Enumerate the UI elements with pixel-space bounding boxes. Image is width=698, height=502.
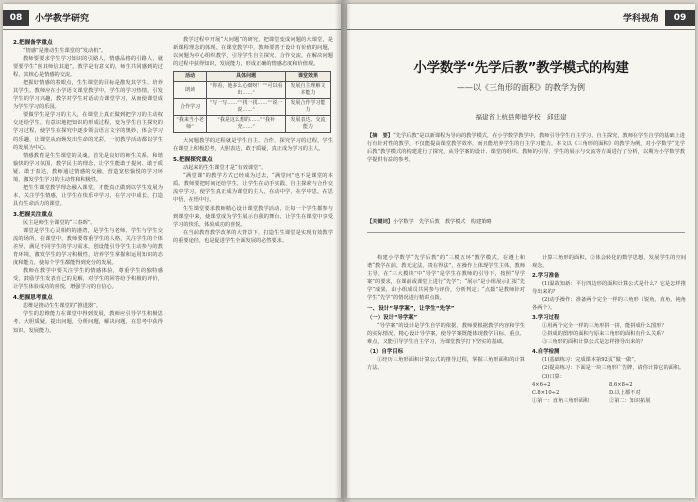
paragraph: 民主是师生全课堂的“三春晖”。 [23,219,96,226]
section-heading: 3.把握关注重点 [13,211,53,218]
paragraph: “满堂课”的教学方式已经成为过去，“满堂问”也不是课堂的本质。教师要把时间还给学生，让学生在动手实践、自主探索与合作交流中学习，使学生真正成为课堂的主人，在动中学，在学中思，在思中悟，在悟中行。 [173,173,333,204]
paragraph: (1)温故知新：平行四边形的面积计算公式是什么？它是怎样推导出来的？ [532,281,686,296]
paragraph: 把生生课堂教学理念融入课堂，才能真正做到以学生发展为本，关注学生情感，让学生在快乐中学习，在学习中成长，打造具有生命活力的课堂。 [13,184,163,207]
table-header-cell: 课堂效果 [286,72,331,82]
section-heading: 2.把握备学重点 [13,40,53,46]
table-header-cell: 活动 [174,72,207,82]
left-header [3,10,341,26]
abstract [367,132,685,164]
table-row [174,82,331,99]
paragraph: 教学过程中开展“大问题”的研究，把课堂变成问题的大课堂，是新课程理念的体现。在课堂教学中，教师要善于设计有价值的问题，以问题为中心组织教学，引导学生自主探究、合作交流，在解决问题的过程中获得知识，发展能力，形成正确的情感态度和价值观。 [173,37,333,68]
paragraph: (2)动手操作：准备两个完全一样的三角形（锐角、直角、钝角各两个）。 [532,297,686,312]
paragraph: 大问题教学的过程就是学生自主、合作、探究学习的过程，学生在课堂上积极思考，大胆表达，敢于质疑，真正成为学习的主人。 [173,138,333,153]
section-heading: 5.把握探究重点 [173,157,213,164]
paragraph: 构建小学数学“先学后教”的“三模五环”教学模式，在遵上和谐“教学在前，教无定法，贵在得法”，在操作上体现学生主体，教师主导，在“三大模块”中“导学”是学生在教师的引导下，按照“导学案”的要求，在课前或课堂上进行“先学”；“展示”是小组展示汇报“先学”成果，由小组成员共同参与评价，分析判定；“点拨”是教师针对学生“先学”的情况进行精讲点拨。 [367,255,525,302]
table-row [174,116,331,133]
table-cell: 发展表达、交流能力 [286,116,331,133]
paragraph: ②拼成的图形的面积与原来三角形的面积有什么关系？ [542,331,667,338]
column-name: 学科视角 [622,14,659,24]
left-column-2 [173,36,333,492]
right-column-2 [532,254,686,492]
paragraph: 教师要要求学生学习知识的引路人，情感品格的引路人，就要要学生“喜其师信其道”。教学是有意义的，师生共同感到的过程，其核心是情感的交流。 [13,56,163,79]
table-cell: “你看，他多么心细呀！”“可以看出……” [207,82,286,99]
article-subtitle: ——以《三角形的面积》的教学为例 [457,83,585,92]
paragraph: 思维是推动生生课堂的“推进器”。 [23,303,101,310]
left-column-1 [13,36,163,492]
calc-item: 4×6÷2 [532,381,551,388]
activity-table [173,71,331,133]
paragraph: ①用两个完全一样的三角形拼一拼，能拼成什么图形？ [542,323,667,330]
table-cell: “我是这么想的……”“我补充……” [207,116,286,133]
paragraph: 在当前教育教学改革的大背景下，打造生生课堂是实现有效教学的重要途径，也是促进学生全面发展的必然要求。 [173,229,333,244]
section-heading: （1）自学目标 [367,349,404,356]
article-author: 福建省上杭县师德学校 邱廷建 [475,113,567,121]
calc-list [532,381,686,405]
section-heading: 2.学习准备 [532,273,560,280]
paragraph: ①经历三角形面积计算公式的推导过程，掌握三角形面积的计算方法。 [367,357,525,372]
calc-item: C.8×10÷2 [532,389,560,396]
paragraph: (1)基础练习：完成课本第92页“做一做”。 [542,357,640,364]
paragraph: 情感教育是生生课堂的灵魂。首先是良好的师生关系，和谐愉快的学习氛围，教学民主的理念，让学生能敢于提问、敢于质疑、敢于表达，教师通过情感的交融，营造宽松愉悦的学习环境，激发学生学习的主动性和积极性。 [13,152,163,183]
header-rule [3,29,341,30]
book-gutter [335,0,351,502]
paragraph: “导学案”的设计是学生自学的依据，教师要根据教学内容和学生的实际情况，精心设计导学案，使导学案既能体现教学目标、重点、难点，又能引导学生自主学习，为课堂教学打下坚实的基础。 [367,323,525,346]
abstract-text: “先学后教”是以新课程为导向的教学模式，在小学数学教学中，教师引导学生自主学习、自主探究，教师在学生自学的基础上进行有针对性的教学，不仅能提高课堂教学效率，而且能培养学生的自主学习能力。本文以《三角形的面积》的教学为例，对小学数学“先学后教”教学模式的构建进行了探究，从导学案的设计、课堂的组织、教师的引导、学生的展示与交流等方面进行了分析，以期为小学数学教学提供有益的参考。 [367,133,685,164]
table-cell: 朗读 [174,82,207,99]
table-cell: “我来当小老师” [174,116,207,133]
page-number-right: 09 [665,10,695,26]
calc-item: ②第二：知识拓展 [609,397,651,404]
paragraph: 教师在教学中要关注学生的情感体验，尊重学生的独特感受，鼓励学生发表自己的见解，对学生的回答给予积极的评价，让学生体验成功的喜悦，增强学习的自信心。 [13,268,163,291]
paragraph: (3)口算： [542,373,565,380]
paragraph: 生生课堂要求教师精心设计课堂教学活动，让每一个学生都参与到课堂中来，使课堂成为学生展示自我的舞台，让学生在课堂中享受学习的快乐，体验成功的喜悦。 [173,205,333,228]
paragraph: 课堂是学生心灵相约的港湾，是学生与老师、学生与学生交流的场所，在课堂中，教师要尊重学生的人格，关注学生的个体差异，满足不同学生的学习需求，创设能引导学生主动参与的教育环境，激发学生的学习积极性，培养学生掌握和运用知识的态度和能力，使每个学生都能得到充分的发展。 [13,227,163,267]
journal-name: 小学教学研究 [35,14,90,24]
right-page [347,4,695,498]
abstract-label: 【摘 要】 [367,133,394,139]
table-cell: 发展自主理解文本能力 [286,82,331,99]
section-heading: （一）设计“导学案” [367,315,418,322]
keywords-text: 小学数学 先学后教 教学模式 构建策略 [392,219,492,225]
section-heading: 一、设计“导学案”，让学生“先学” [367,306,455,313]
paragraph: 要做学生是学习的主人，在课堂上真正做到把学习的主动权交还给学生。有意识地把知识的形成过程，变为学生自主探究的学习过程，使学生在探究中逐步领会语言文字的奥妙，体会学习的乐趣，让课堂从而焕发出生命的光彩，一切教学活动都以学生的发展为中心。 [13,112,163,151]
paragraph: 学生的思维能力在课堂中得到发展，教师应引导学生积极思考，大胆质疑，提出问题，分析问题，解决问题，在思考中获得知识，发展能力。 [13,311,163,334]
right-header [347,10,695,26]
table-header-cell: 具体问题 [207,72,286,82]
table-cell: 发展合作学习能力 [286,99,331,116]
left-page [3,4,341,498]
table-cell: “写一写……”“找一找……”“说一说……” [207,99,286,116]
keywords-label: 【关键词】 [367,219,393,225]
calc-item: D.以上都不对 [609,389,641,396]
article-title: 小学数学“先学后教”教学模式的构建 [413,60,629,76]
right-column-1 [367,254,525,492]
table-cell: 合作学习 [174,99,207,116]
paragraph: (2)提高练习：下面是一块三角形广告牌，请你计算它的面积。 [542,365,685,372]
section-heading: 3.学习过程 [532,315,560,322]
paragraph: ③三角形的面积计算公式是怎样推导出来的？ [542,339,646,346]
calc-item: 8.6×8÷2 [609,381,633,388]
paragraph: “情感”是推动生生课堂的“发动机”。 [23,48,107,54]
section-heading: 4.把握思考重点 [13,295,53,302]
paragraph: 把握好情感的着眼点，生生课堂的目标是激发其学生、培养其学生。教师应在小学语文课堂教学中，学生的学习热情，引发学生的学习兴趣，教学对学生对话动力课堂学习，从而使课堂成为学生学习的乐园。 [13,80,163,111]
paragraph: 计算三角形的面积。②体会转化的数学思想，发展学生的空间观念。 [532,255,686,270]
paragraph: 动起来的生生课堂才是“有效课堂”。 [183,165,267,172]
table-row [174,99,331,116]
divider [367,232,685,233]
calc-item: ①第一：直角三角形面积 [532,397,590,404]
section-heading: 4.自学检测 [532,349,560,356]
keywords [367,218,685,226]
header-rule [347,29,695,30]
page-number-left: 08 [3,10,29,26]
